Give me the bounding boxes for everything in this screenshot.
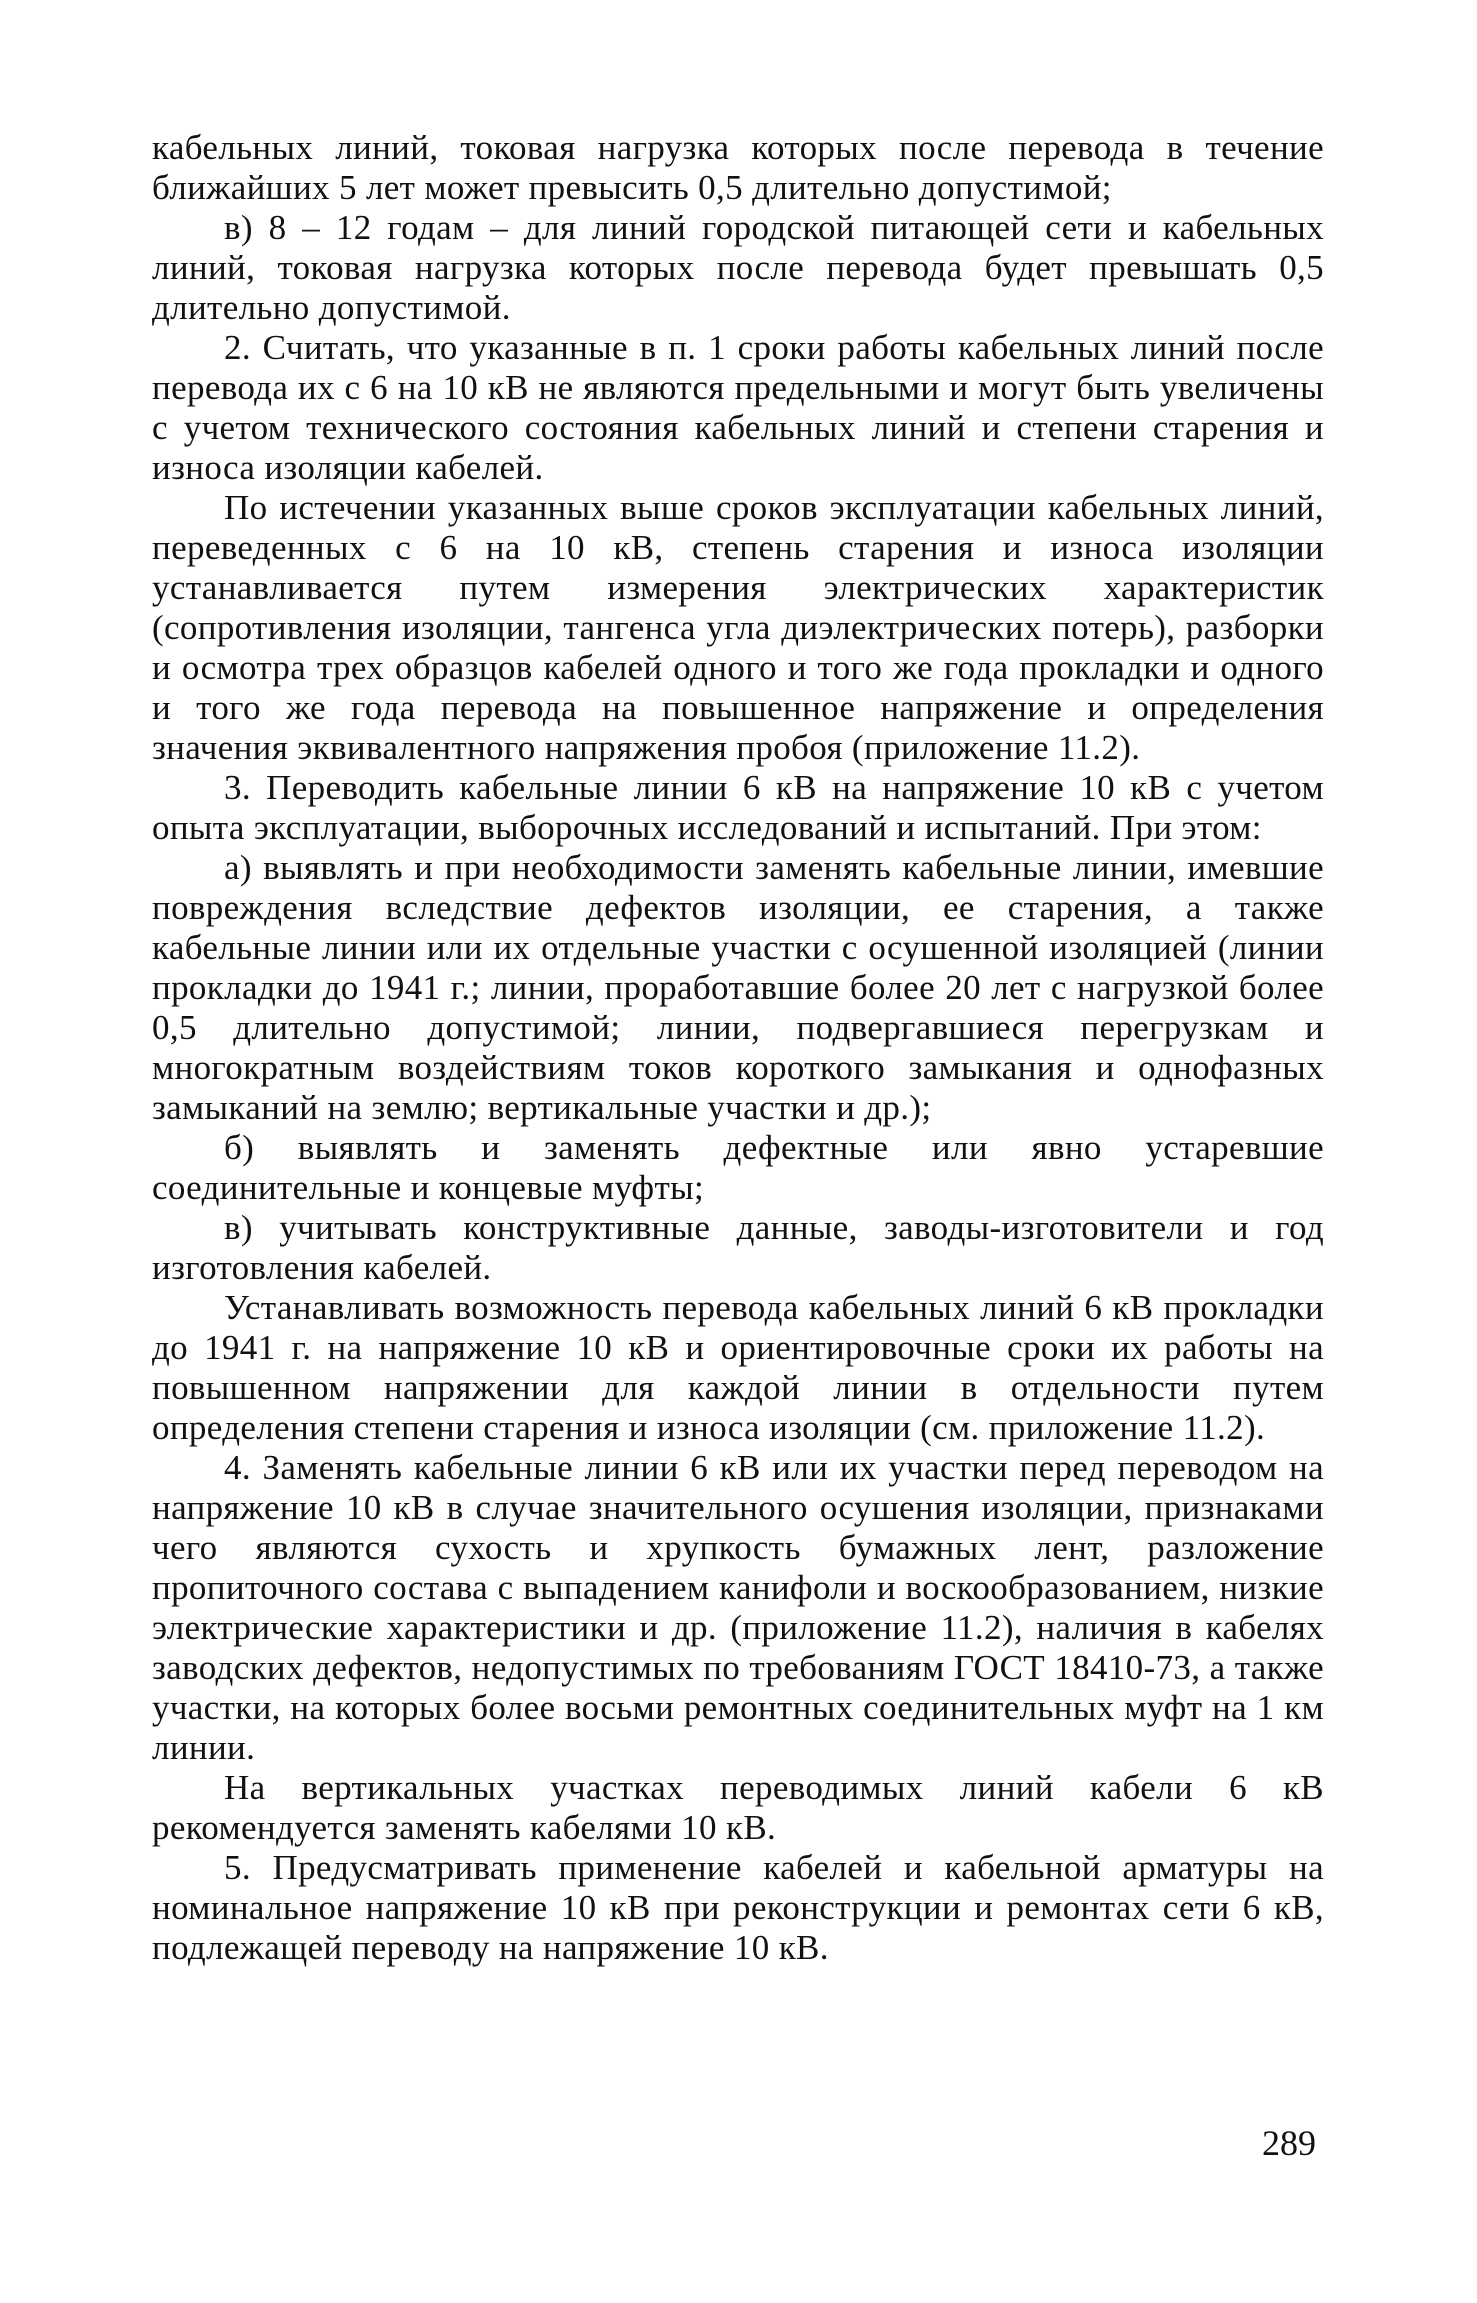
paragraph-4-continued: На вертикальных участках переводимых линий кабели 6 кВ рекомендуется заменять кабелями 10 кВ. <box>152 1768 1324 1847</box>
page-body <box>152 128 1324 1968</box>
paragraph-3-item-a: а) выявлять и при необходимости заменять кабельные линии, имевшие повреждения вследствие дефектов изоляции, ее старения, а также кабельные линии или их отдельные участки с осушенной изоляцией (линии прокладки до 1941 г.; линии, проработавшие более 20 лет с нагрузкой более 0,5 длительно допустимой; линии, подвергавшиеся перегрузкам и многократным воздействиям токов короткого замыкания и однофазных замыканий на землю; вертикальные участки и др.); <box>152 848 1324 1127</box>
paragraph-item-v-8-12: в) 8 – 12 годам – для линий городской питающей сети и кабельных линий, токовая нагрузка которых после перевода будет превышать 0,5 длительно допустимой. <box>152 208 1324 327</box>
paragraph-3-continued: Устанавливать возможность перевода кабельных линий 6 кВ прокладки до 1941 г. на напряжение 10 кВ и ориентировочные сроки их работы на повышенном напряжении для каждой линии в отдельности путем определения степени старения и износа изоляции (см. приложение 11.2). <box>152 1288 1324 1447</box>
page-number: 289 <box>1262 2123 1316 2163</box>
paragraph-3-item-b: б) выявлять и заменять дефектные или явно устаревшие соединительные и концевые муфты; <box>152 1128 1324 1207</box>
paragraph-4: 4. Заменять кабельные линии 6 кВ или их участки перед переводом на напряжение 10 кВ в случае значительного осушения изоляции, признаками чего являются сухость и хрупкость бумажных лент, разложение пропиточного состава с выпадением канифоли и воскообразованием, низкие электрические характеристики и др. (приложение 11.2), наличия в кабелях заводских дефектов, недопустимых по требованиям ГОСТ 18410-73, а также участки, на которых более восьми ремонтных соединительных муфт на 1 км линии. <box>152 1448 1324 1767</box>
paragraph-3-item-v: в) учитывать конструктивные данные, заводы-изготовители и год изготовления кабелей. <box>152 1208 1324 1287</box>
paragraph-2-continued: По истечении указанных выше сроков эксплуатации кабельных линий, переведенных с 6 на 10 кВ, степень старения и износа изоляции устанавливается путем измерения электрических характеристик (сопротивления изоляции, тангенса угла диэлектрических потерь), разборки и осмотра трех образцов кабелей одного и того же года прокладки и одного и того же года перевода на повышенное напряжение и определения значения эквивалентного напряжения пробоя (приложение 11.2). <box>152 488 1324 767</box>
paragraph-continuation: кабельных линий, токовая нагрузка которых после перевода в течение ближайших 5 лет может превысить 0,5 длительно допустимой; <box>152 128 1324 207</box>
paragraph-3: 3. Переводить кабельные линии 6 кВ на напряжение 10 кВ с учетом опыта эксплуатации, выборочных исследований и испытаний. При этом: <box>152 768 1324 847</box>
paragraph-2: 2. Считать, что указанные в п. 1 сроки работы кабельных линий после перевода их с 6 на 10 кВ не являются предельными и могут быть увеличены с учетом технического состояния кабельных линий и степени старения и износа изоляции кабелей. <box>152 328 1324 487</box>
paragraph-5: 5. Предусматривать применение кабелей и кабельной арматуры на номинальное напряжение 10 кВ при реконструкции и ремонтах сети 6 кВ, подлежащей переводу на напряжение 10 кВ. <box>152 1848 1324 1967</box>
